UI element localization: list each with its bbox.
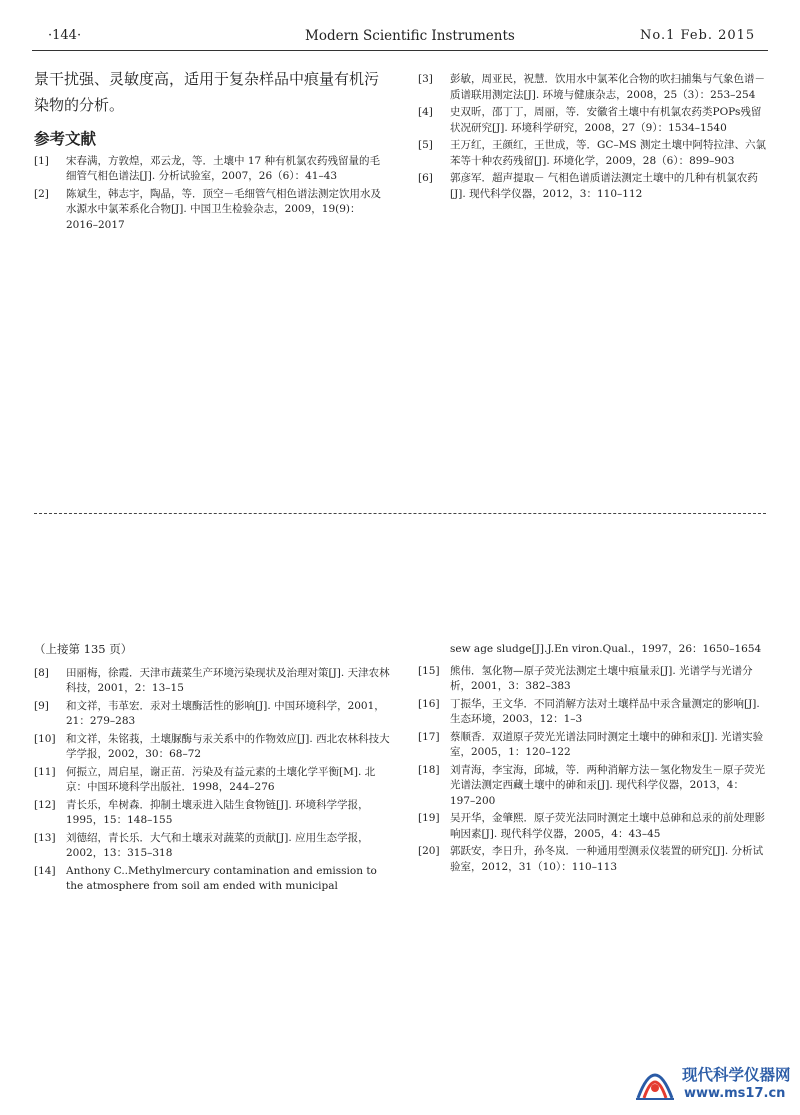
- reference-item: [418, 697, 768, 728]
- journal-title: Modern Scientific Instruments: [305, 28, 515, 44]
- reference-number: [5]: [418, 139, 433, 151]
- running-header: [0, 28, 800, 48]
- reference-number: [1]: [34, 154, 49, 167]
- reference-number: [8]: [34, 666, 49, 679]
- reference-number: [17]: [418, 730, 440, 743]
- reference-number: [15]: [418, 664, 440, 677]
- reference-number: [4]: [418, 106, 433, 118]
- reference-number: [12]: [34, 798, 56, 811]
- reference-number: [19]: [418, 812, 440, 824]
- reference-item: [418, 105, 768, 136]
- reference-text: 吴开华，金肇熙．原子荧光法同时测定土壤中总砷和总汞的前处理影响因素[J]. 现代科学仪器，2005，4：43–45: [450, 812, 765, 840]
- reference-text: 熊伟．氢化物—原子荧光法测定土壤中痕量汞[J]. 光谱学与光谱分析，2001，3：382–383: [450, 664, 753, 692]
- reference-number: [14]: [34, 864, 56, 877]
- reference-item: [34, 765, 390, 796]
- reference-number: [10]: [34, 732, 56, 745]
- reference-text: 陈斌生，韩志宇，陶晶，等．顶空－毛细管气相色谱法测定饮用水及水源水中氯苯系化合物[J]. 中国卫生检验杂志，2009，19(9)：2016–2017: [66, 187, 381, 231]
- reference-item: [34, 864, 390, 895]
- reference-text: 史双昕，邵丁丁，周丽，等．安徽省土壤中有机氯农药类POPs残留状况研究[J]. 环境科学研究，2008，27（9）：1534–1540: [450, 106, 762, 134]
- reference-text: 宋春满，方敦煌，邓云龙，等．土壤中 17 种有机氯农药残留量的毛细管气相色谱法[J]. 分析试验室，2007，26（6）：41–43: [66, 154, 381, 182]
- reference-text: 田丽梅，徐霞．天津市蔬菜生产环境污染现状及治理对策[J]. 天津农林科技，2001，2：13–15: [66, 666, 390, 694]
- reference-item: [418, 171, 768, 202]
- reference-item: [34, 187, 390, 234]
- reference-item: [418, 664, 768, 695]
- header-rule: [32, 50, 768, 51]
- article-conclusion-text: 景干扰强、灵敏度高，适用于复杂样品中痕量有机污染物的分析。: [34, 70, 380, 114]
- reference-item: [418, 138, 768, 169]
- watermark-url[interactable]: www.ms17.cn: [684, 1086, 786, 1101]
- top-left-column: [34, 66, 390, 235]
- reference-item: [34, 798, 390, 829]
- reference-text: 蔡顺香．双道原子荧光光谱法同时测定土壤中的砷和汞[J]. 光谱实验室，2005，1：120–122: [450, 730, 764, 758]
- reference-text: 彭敏，周亚民，祝慧．饮用水中氯苯化合物的吹扫捕集与气象色谱－质谱联用测定法[J]. 环境与健康杂志，2008，25（3）：253–254: [450, 73, 765, 101]
- reference-text: 青长乐，牟树森．抑制土壤汞进入陆生食物链[J]. 环境科学学报，1995，15：148–155: [66, 798, 369, 826]
- reference-item: [34, 831, 390, 862]
- reference-item: [418, 730, 768, 761]
- site-watermark[interactable]: [632, 1058, 792, 1108]
- section-separator: [34, 513, 766, 514]
- reference-text: 刘德绍，青长乐．大气和土壤汞对蔬菜的贡献[J]. 应用生态学报，2002，13：315–318: [66, 831, 369, 859]
- reference-list-top-left: [34, 154, 390, 234]
- reference-text: 丁振华，王文华．不同消解方法对土壤样品中汞含量测定的影响[J]. 生态环境，2003，12：1–3: [450, 697, 760, 725]
- reference-number: [18]: [418, 763, 440, 776]
- references-heading: 参考文献: [34, 130, 97, 148]
- top-right-column: [418, 72, 768, 204]
- instrument-logo-icon: [632, 1058, 678, 1102]
- bottom-right-column: [418, 642, 768, 877]
- reference-item: [34, 154, 390, 185]
- reference-text: 郭跃安，李日升，孙冬岚．一种通用型测汞仪装置的研究[J]. 分析试验室，2012，31（10）：110–113: [450, 845, 764, 873]
- reference-text: 王万红，王颜红，王世成，等．GC–MS 测定土壤中阿特拉津、六氯苯等十种农药残留[J]. 环境化学，2009，28（6）：899–903: [450, 139, 766, 167]
- reference-text: 和文祥，韦革宏．汞对土壤酶活性的影响[J]. 中国环境科学，2001，21：279–283: [66, 699, 385, 727]
- reference-item: [34, 666, 390, 697]
- reference-number: [11]: [34, 765, 56, 778]
- reference-item: [418, 844, 768, 875]
- reference-item: [418, 72, 768, 103]
- page-number: ·144·: [48, 28, 82, 43]
- reference-text: 和文祥，朱铭莪，土壤脲酶与汞关系中的作物效应[J]. 西北农林科技大学学报，2002，30：68–72: [66, 732, 390, 760]
- reference-item: [34, 699, 390, 730]
- reference-text: 刘青海，李宝海，邱城，等．两种消解方法－氢化物发生－原子荧光光谱法测定西藏土壤中的砷和汞[J]. 现代科学仪器，2013，4：197–200: [450, 763, 765, 807]
- reference-text: 何振立，周启星，谢正苗．污染及有益元素的土壤化学平衡[M]. 北京：中国环境科学出版社．1998，244–276: [66, 765, 376, 793]
- reference-continuation: sew age sludge[J].J.En viron.Qual.，1997，26：1650–1654: [450, 643, 762, 655]
- reference-item: [418, 811, 768, 842]
- reference-item: [34, 732, 390, 763]
- reference-number: [6]: [418, 172, 433, 184]
- reference-item: [418, 763, 768, 810]
- watermark-title: 现代科学仪器网: [682, 1066, 791, 1084]
- reference-text: 郭彦军．超声提取－ 气相色谱质谱法测定土壤中的几种有机氯农药[J]. 现代科学仪器，2012，3：110–112: [450, 172, 758, 200]
- reference-number: [20]: [418, 845, 440, 857]
- reference-number: [2]: [34, 187, 49, 200]
- continued-from-note: （上接第 135 页）: [34, 642, 133, 656]
- reference-number: [16]: [418, 697, 440, 710]
- reference-number: [9]: [34, 699, 49, 712]
- reference-number: [3]: [418, 73, 433, 85]
- bottom-left-column: [34, 642, 390, 897]
- issue-info: No.1 Feb. 2015: [640, 28, 756, 43]
- reference-text: Anthony C..Methylmercury contamination and emission to the atmosphere from soil am ended with municipal: [66, 864, 377, 892]
- reference-number: [13]: [34, 831, 56, 844]
